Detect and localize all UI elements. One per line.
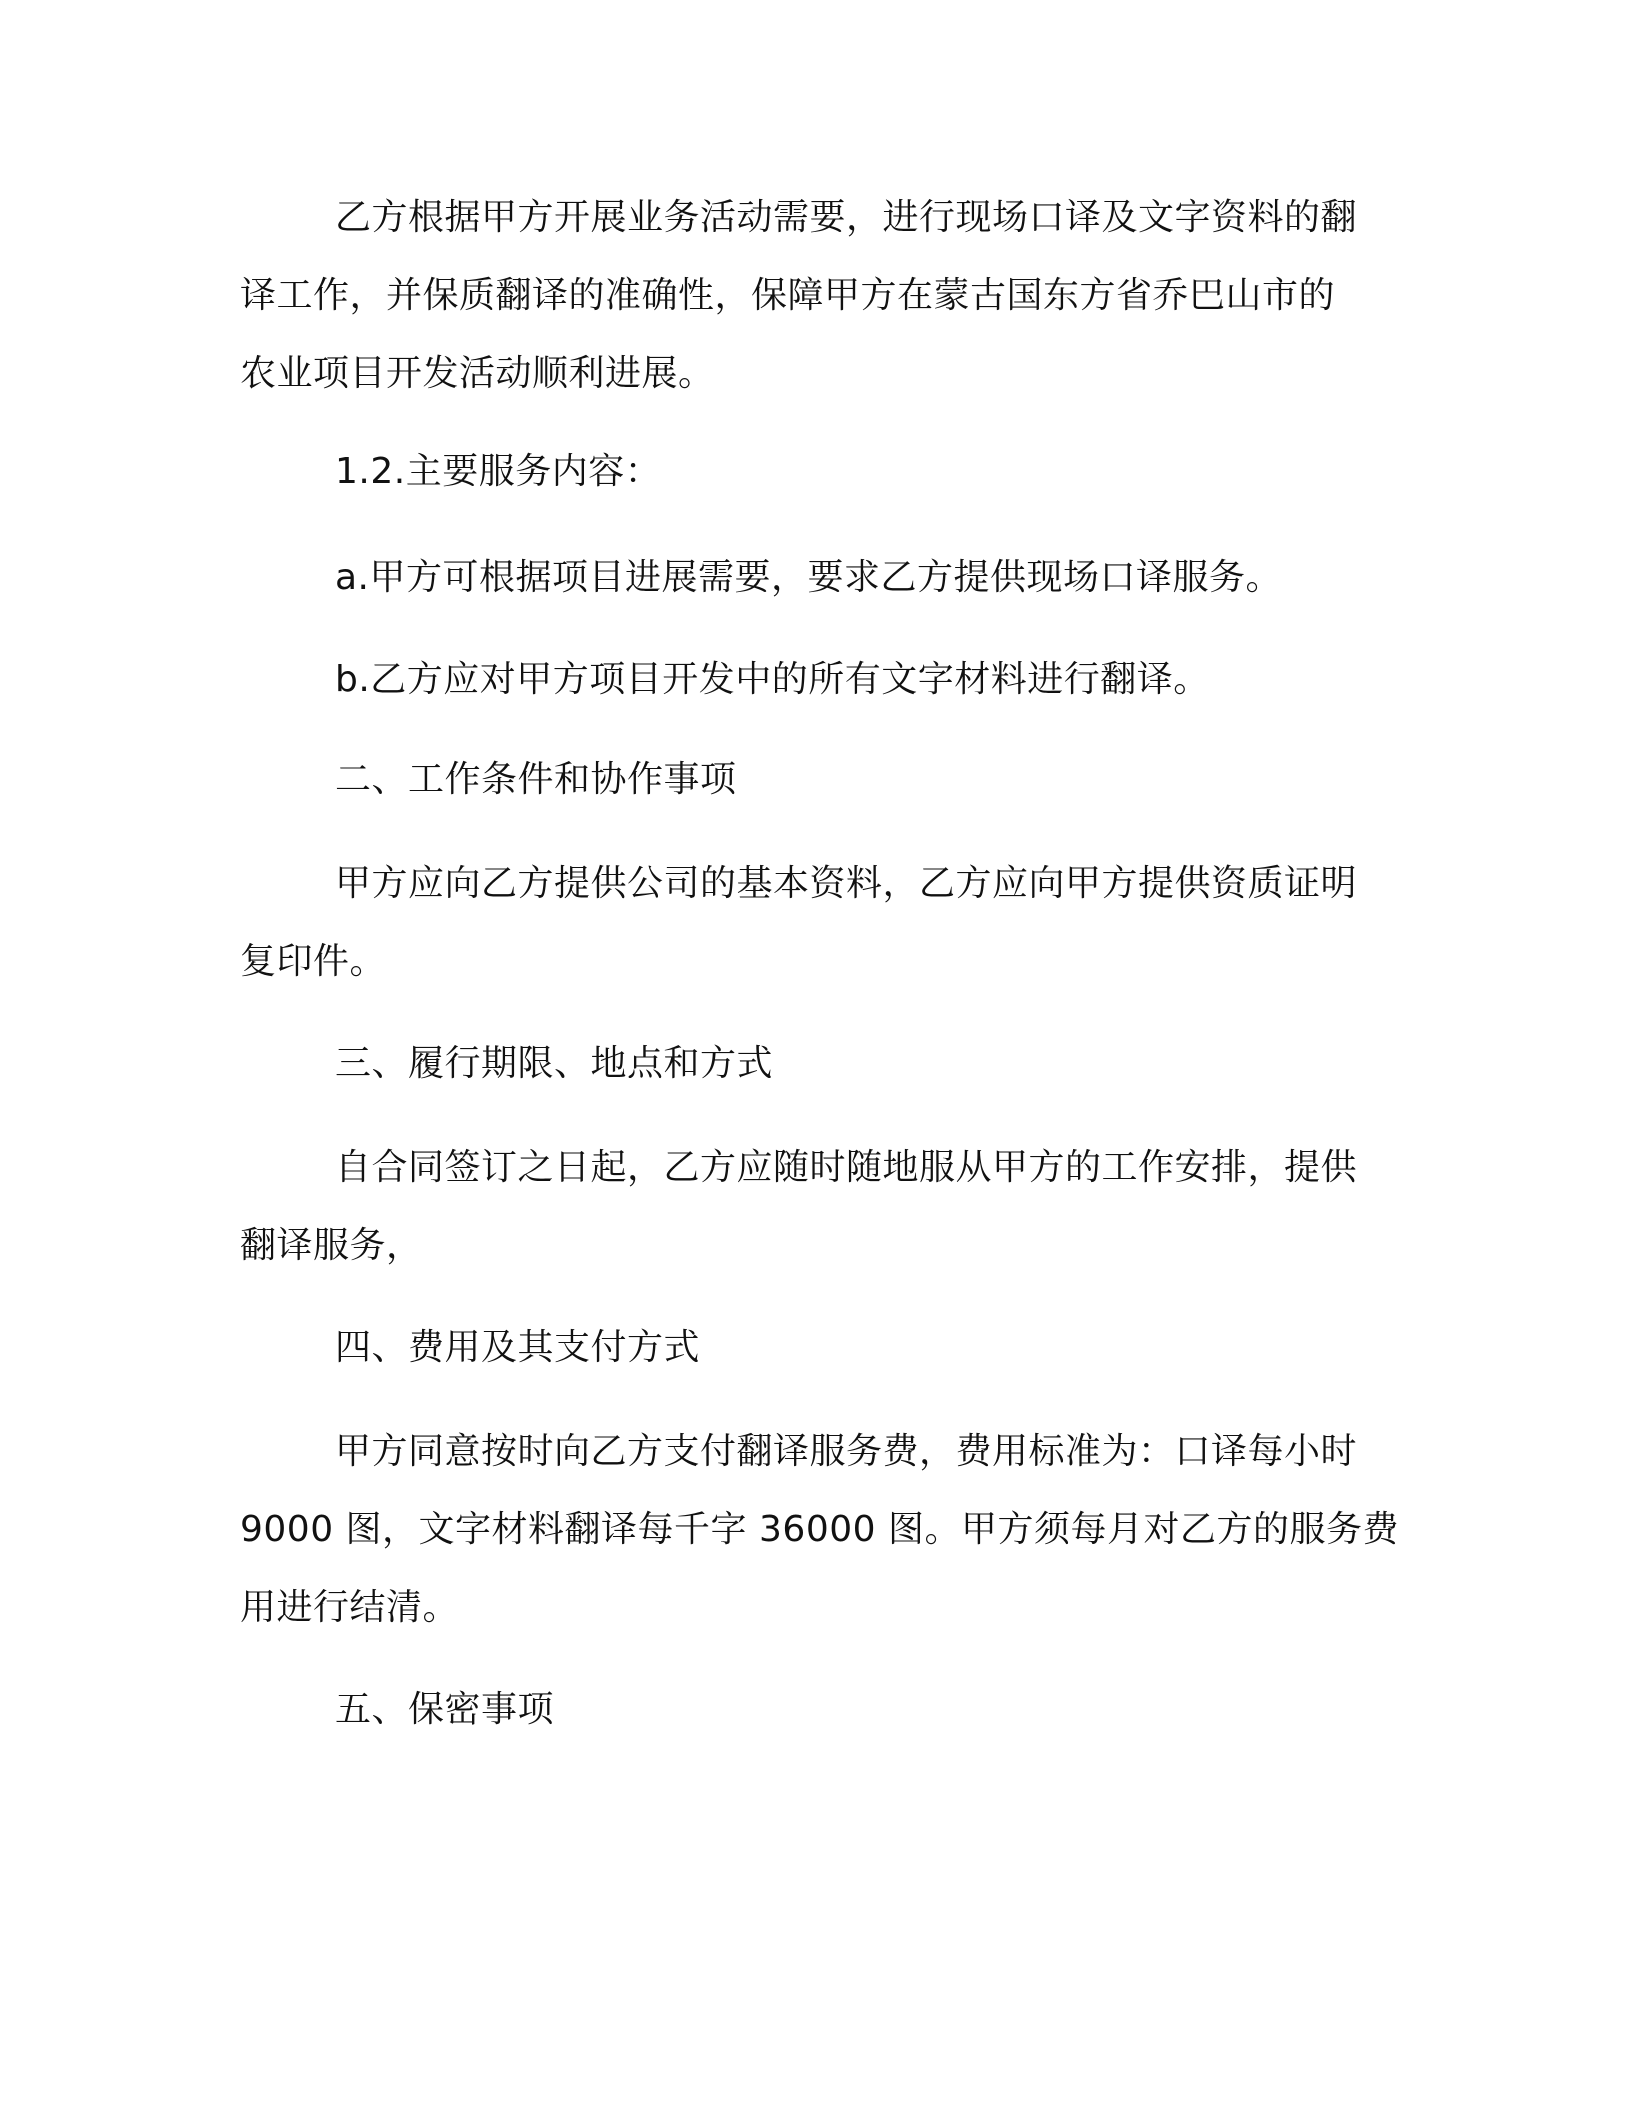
paragraph-scope-line-2: 译工作，并保质翻译的准确性，保障甲方在蒙古国东方省乔巴山市的 <box>240 275 1336 316</box>
section-heading-5: 五、保密事项 <box>335 1689 555 1730</box>
paragraph-scope-line-1: 乙方根据甲方开展业务活动需要，进行现场口译及文字资料的翻 <box>335 197 1358 238</box>
section-heading-2: 二、工作条件和协作事项 <box>335 759 737 800</box>
paragraph-term-line-2: 翻译服务， <box>240 1225 423 1266</box>
section-heading-3: 三、履行期限、地点和方式 <box>335 1043 774 1084</box>
paragraph-fees-line-1: 甲方同意按时向乙方支付翻译服务费，费用标准为：口译每小时 <box>335 1431 1358 1472</box>
paragraph-fees-line-2: 9000 图，文字材料翻译每千字 36000 图。甲方须每月对乙方的服务费 <box>240 1509 1399 1550</box>
section-heading-4: 四、费用及其支付方式 <box>335 1327 701 1368</box>
paragraph-scope-line-3: 农业项目开发活动顺利进展。 <box>240 353 715 394</box>
paragraph-cooperation-line-1: 甲方应向乙方提供公司的基本资料，乙方应向甲方提供资质证明 <box>335 863 1358 904</box>
paragraph-fees-line-3: 用进行结清。 <box>240 1587 460 1628</box>
list-item-a: a.甲方可根据项目进展需要，要求乙方提供现场口译服务。 <box>335 557 1283 598</box>
list-item-b: b.乙方应对甲方项目开发中的所有文字材料进行翻译。 <box>335 659 1210 700</box>
paragraph-cooperation-line-2: 复印件。 <box>240 941 387 982</box>
section-heading-services: 1.2.主要服务内容： <box>335 451 662 492</box>
paragraph-term-line-1: 自合同签订之日起，乙方应随时随地服从甲方的工作安排，提供 <box>335 1147 1358 1188</box>
